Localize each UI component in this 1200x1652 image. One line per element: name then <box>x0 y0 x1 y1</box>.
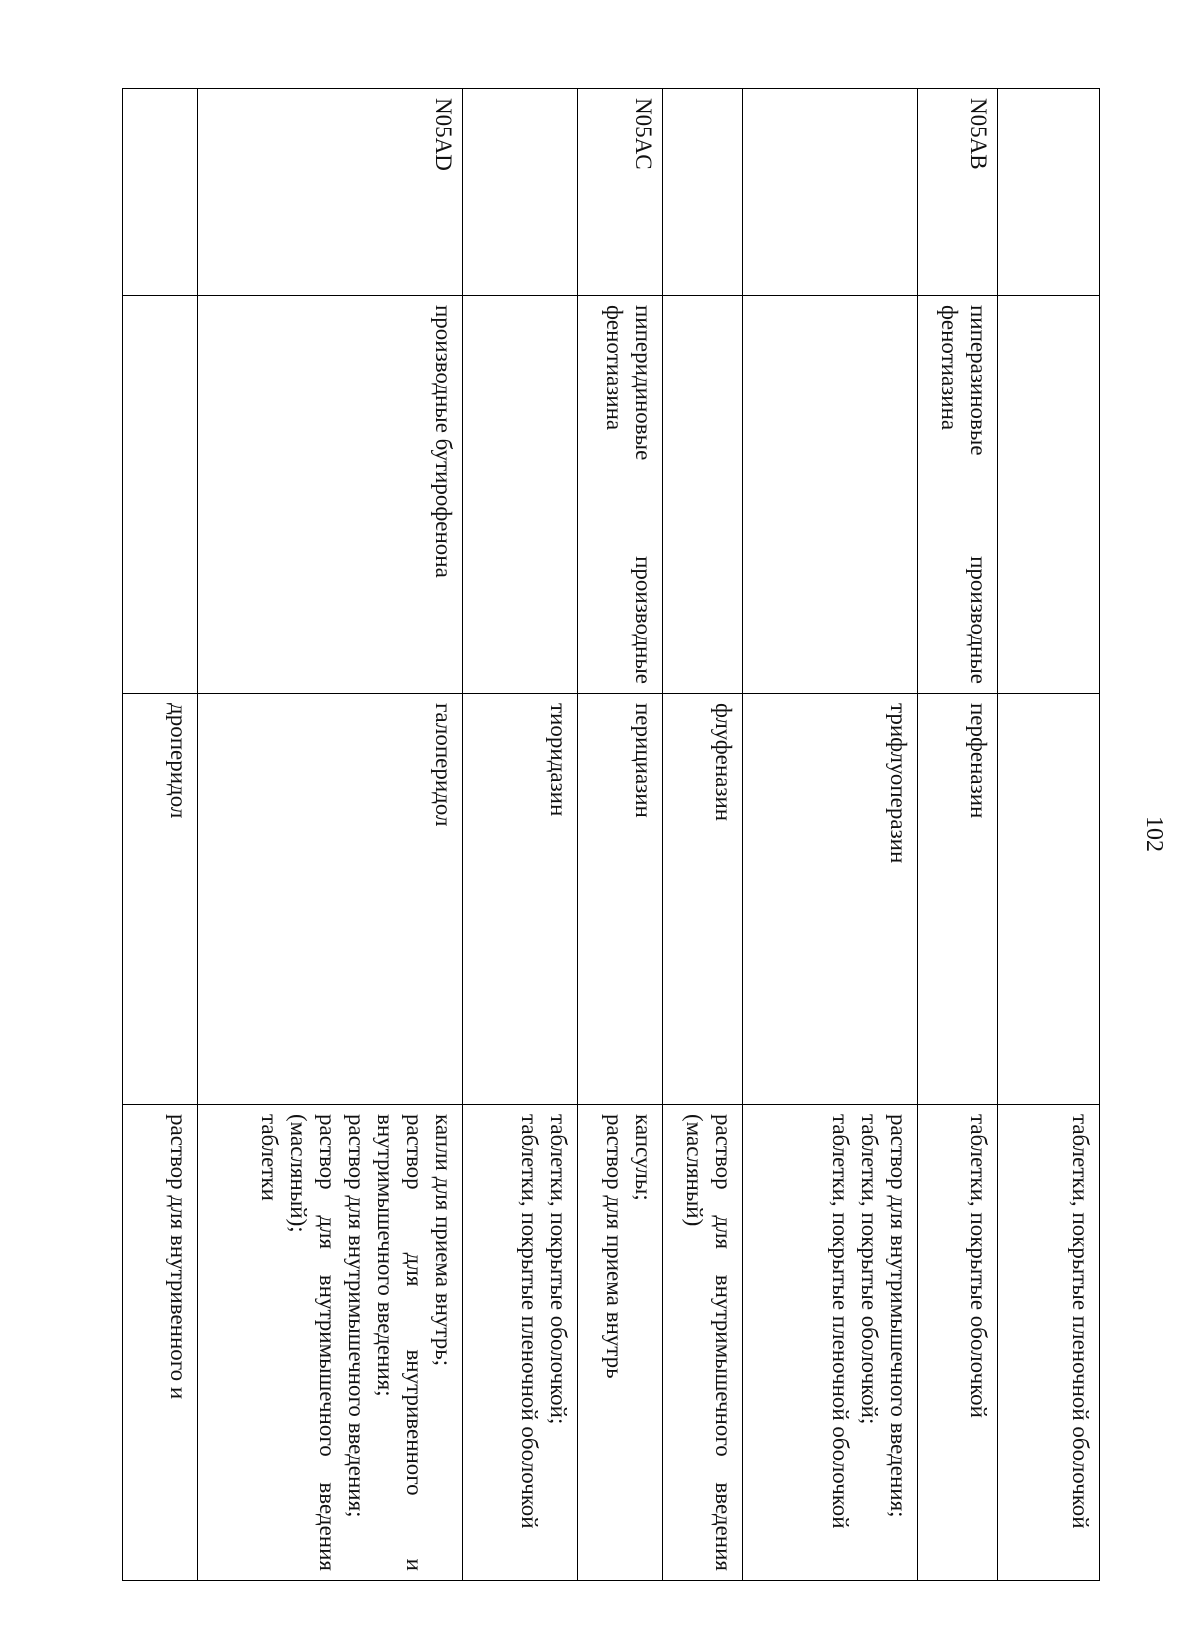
group-cell: производные бутирофенона <box>198 296 463 694</box>
drug-cell: дроперидол <box>123 694 198 1105</box>
form-cell: капли для приема внутрь; раствор для внутривенного и внутримышечного введения; раствор для внутримышечного введения; раствор для внутримышечного введения (масляный); таблетки <box>198 1105 463 1581</box>
form-cell: раствор для внутримышечного введения (масляный) <box>663 1105 743 1581</box>
code-cell <box>463 89 578 296</box>
table-row <box>463 89 578 1581</box>
form-cell: таблетки, покрытые оболочкой <box>918 1105 998 1581</box>
drug-cell <box>998 694 1100 1105</box>
drug-cell: тиоридазин <box>463 694 578 1105</box>
group-cell <box>998 296 1100 694</box>
group-cell: пиперидиновые производные фенотиазина <box>578 296 663 694</box>
drug-cell: галоперидол <box>198 694 463 1105</box>
group-cell <box>123 296 198 694</box>
table-row <box>743 89 918 1581</box>
code-cell <box>998 89 1100 296</box>
group-cell <box>463 296 578 694</box>
rotated-page <box>123 88 1167 1580</box>
code-cell: N05AD <box>198 89 463 296</box>
code-cell <box>743 89 918 296</box>
drug-cell: перфеназин <box>918 694 998 1105</box>
table-row <box>918 89 998 1581</box>
code-cell <box>123 89 198 296</box>
form-cell: таблетки, покрытые оболочкой; таблетки, покрытые пленочной оболочкой <box>463 1105 578 1581</box>
code-cell <box>663 89 743 296</box>
drug-cell: перициазин <box>578 694 663 1105</box>
drug-cell: трифлуоперазин <box>743 694 918 1105</box>
form-cell: раствор для внутривенного и <box>123 1105 198 1581</box>
group-cell <box>663 296 743 694</box>
table-row <box>998 89 1100 1581</box>
table-row <box>578 89 663 1581</box>
code-cell: N05AC <box>578 89 663 296</box>
drug-cell: флуфеназин <box>663 694 743 1105</box>
page-number: 102 <box>1141 816 1167 852</box>
code-cell: N05AB <box>918 89 998 296</box>
form-cell: раствор для внутримышечного введения; таблетки, покрытые оболочкой; таблетки, покрытые пленочной оболочкой <box>743 1105 918 1581</box>
drug-table <box>122 88 1100 1581</box>
form-cell: капсулы; раствор для приема внутрь <box>578 1105 663 1581</box>
group-cell <box>743 296 918 694</box>
form-cell: таблетки, покрытые пленочной оболочкой <box>998 1105 1100 1581</box>
table-row <box>123 89 198 1581</box>
table-row <box>198 89 463 1581</box>
group-cell: пиперазиновые производные фенотиазина <box>918 296 998 694</box>
table-row <box>663 89 743 1581</box>
